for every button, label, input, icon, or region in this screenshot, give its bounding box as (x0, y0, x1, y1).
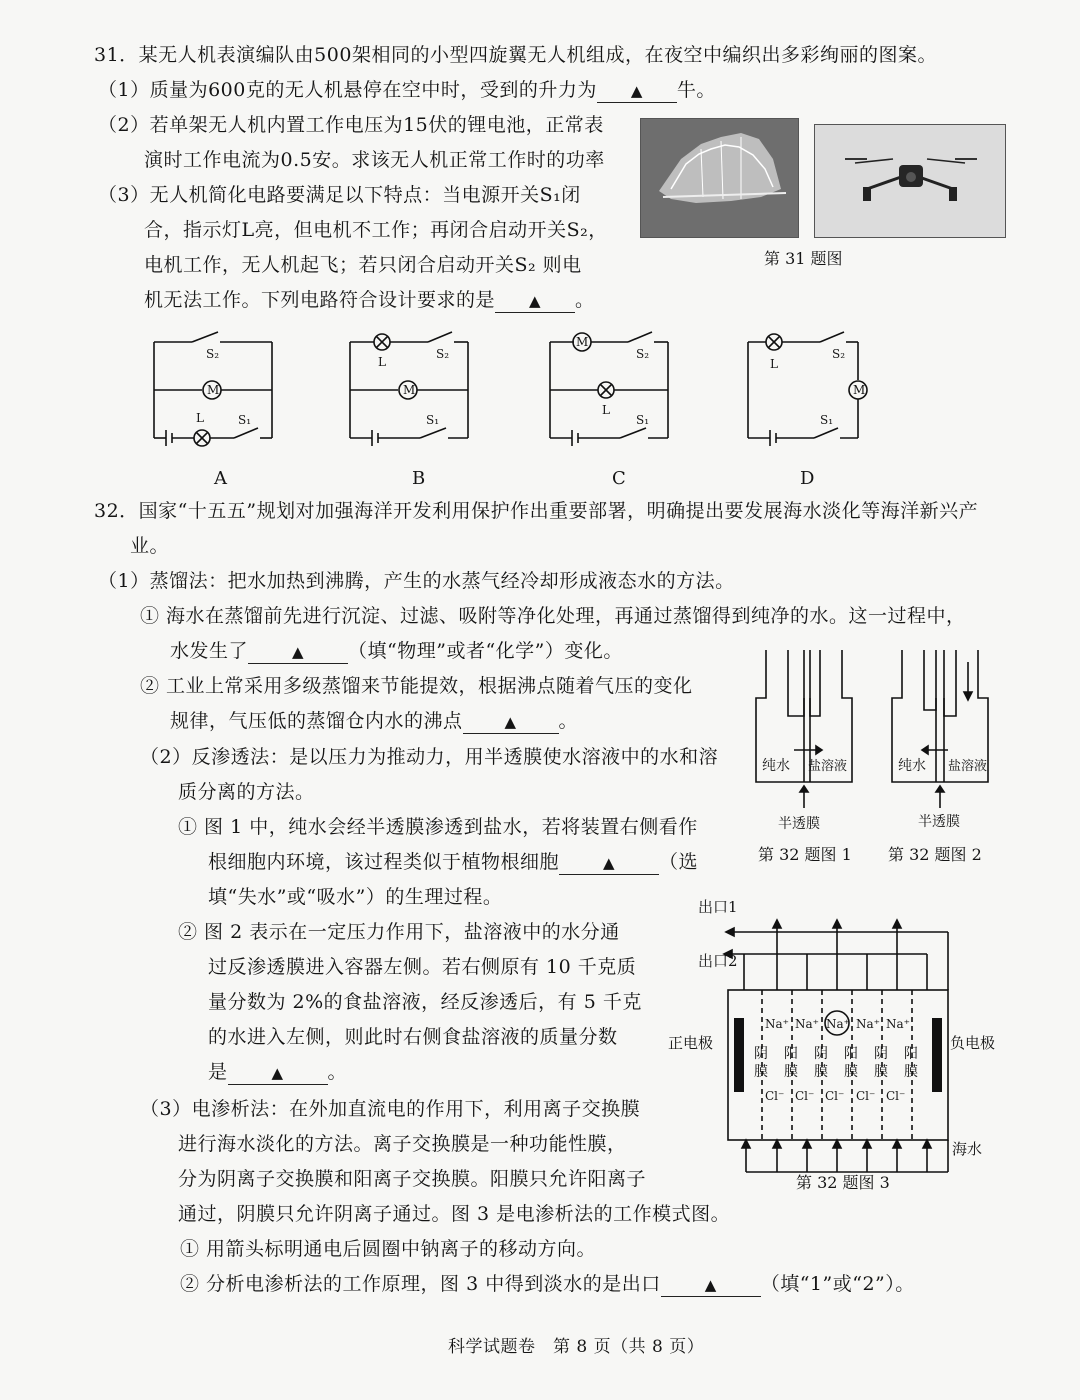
page-footer: 科学试题卷 第 8 页（共 8 页） (448, 1337, 705, 1357)
a-l-label: L (196, 411, 204, 425)
q32-s2-item1-line2 (208, 849, 698, 875)
membrane-4-top: 阳 (844, 1046, 858, 1062)
membrane-1-bottom: 膜 (754, 1064, 768, 1080)
q32-s1-item1-line1: ① 海水在蒸馏前先进行沉淀、过滤、吸附等净化处理，再通过蒸馏得到纯净的水。这一过程中， (140, 605, 966, 627)
drone-photo (814, 124, 1006, 238)
q31-part2-line2: 演时工作电流为0.5安。求该无人机正常工作时的功率 (144, 149, 605, 171)
q32-s2-item1-line3: 填“失水”或“吸水”）的生理过程。 (208, 886, 503, 908)
outlet-1-label: 出口1 (698, 898, 738, 916)
q32-stem-line1: 32．国家“十五五”规划对加强海洋开发利用保护作出重要部署，明确提出要发展海水淡化等海洋新兴产 (94, 500, 979, 522)
b-m-label: M (403, 383, 416, 397)
q32-section3-line3: 分为阴离子交换膜和阳离子交换膜。阳膜只允许阳离子 (178, 1168, 647, 1190)
q32-s1-item1-line2 (170, 638, 623, 664)
blank-marker: ▲ (630, 82, 643, 100)
fig1-caption: 第 32 题图 1 (758, 845, 852, 864)
q32-section2-line2: 质分离的方法。 (178, 781, 315, 803)
q31-blank-3[interactable] (495, 289, 575, 313)
q31-part3-line3: 电机工作，无人机起飞；若只闭合启动开关S₂ 则电 (144, 254, 582, 276)
c-s2-label: S₂ (636, 347, 650, 361)
cl-ion-1: Cl⁻ (765, 1089, 785, 1103)
membrane-4-bottom: 膜 (844, 1064, 858, 1080)
q32-s2-item1-hint: （选 (659, 851, 699, 873)
q32-section2-line1: （2）反渗透法：是以压力为推动力，用半透膜使水溶液中的水和溶 (140, 746, 719, 768)
na-ion-circled: Na⁺ (826, 1017, 850, 1031)
q31-part3-line4 (144, 287, 595, 313)
fig1-pure-water: 纯水 (762, 758, 790, 774)
fig2-pure-water: 纯水 (898, 758, 926, 774)
negative-electrode-label: 负电极 (950, 1034, 996, 1052)
fig1-membrane: 半透膜 (778, 816, 820, 832)
option-b[interactable]: B (412, 468, 426, 489)
negative-electrode (932, 1018, 942, 1092)
electrodialysis-figure (664, 890, 1016, 1200)
d-s1-label: S₁ (820, 413, 834, 427)
fig2-membrane: 半透膜 (918, 814, 960, 830)
q32-s3-item1: ① 用箭头标明通电后圆圈中钠离子的移动方向。 (180, 1238, 597, 1260)
blank-marker: ▲ (602, 854, 616, 872)
membrane-1-top: 阴 (754, 1046, 768, 1062)
blank-marker: ▲ (291, 643, 305, 661)
d-s2-label: S₂ (832, 347, 846, 361)
q32-s2-item2-text: 是 (208, 1061, 228, 1083)
membrane-5-bottom: 膜 (874, 1064, 888, 1080)
q31-part3-period: 。 (575, 289, 595, 311)
blank-marker: ▲ (504, 713, 517, 731)
cl-ion-5: Cl⁻ (886, 1089, 906, 1103)
cl-ion-4: Cl⁻ (856, 1089, 876, 1103)
q32-blank-1[interactable] (248, 640, 348, 664)
membrane-5-top: 阴 (874, 1046, 888, 1062)
option-d[interactable]: D (800, 468, 815, 489)
c-l-label: L (602, 403, 610, 417)
fig3-caption: 第 32 题图 3 (796, 1173, 890, 1192)
q31-part1-text: （1）质量为600克的无人机悬停在空中时，受到的升力为 (98, 79, 597, 101)
membrane-6-top: 阳 (904, 1046, 918, 1062)
q32-section3-line4: 通过，阴膜只允许阴离子通过。图 3 是电渗析法的工作模式图。 (178, 1203, 731, 1225)
q32-s2-item2-line4: 的水进入左侧，则此时右侧食盐溶液的质量分数 (208, 1026, 618, 1048)
a-m-label: M (207, 383, 220, 397)
q31-part1-unit: 牛。 (676, 79, 716, 101)
option-a[interactable]: A (214, 468, 227, 489)
fig2-caption: 第 32 题图 2 (888, 845, 982, 864)
seawater-label: 海水 (952, 1140, 983, 1158)
cl-ion-2: Cl⁻ (795, 1089, 815, 1103)
outlet-2-label: 出口2 (698, 952, 738, 970)
q32-blank-2[interactable] (463, 710, 559, 734)
circuit-options (140, 328, 880, 493)
q32-stem-line2: 业。 (130, 535, 170, 557)
positive-electrode-label: 正电极 (668, 1034, 714, 1052)
q31-part3-line1: （3）无人机简化电路要满足以下特点：当电源开关S₁闭 (98, 184, 581, 206)
q31-part2-line1: （2）若单架无人机内置工作电压为15伏的锂电池，正常表 (98, 114, 604, 136)
q32-blank-4[interactable] (228, 1061, 328, 1085)
q32-blank-3[interactable] (559, 851, 659, 875)
fig2-salt-solution: 盐溶液 (948, 759, 988, 774)
b-l-label: L (378, 355, 386, 369)
membrane-2-top: 阳 (784, 1046, 798, 1062)
q32-s3-item2-text: ② 分析电渗析法的工作原理，图 3 中得到淡水的是出口 (180, 1273, 661, 1295)
q32-s1-item2-period: 。 (558, 710, 579, 732)
membrane-3-top: 阴 (814, 1046, 828, 1062)
membrane-2-bottom: 膜 (784, 1064, 798, 1080)
q32-s3-item2 (180, 1271, 915, 1297)
blank-marker: ▲ (704, 1276, 717, 1294)
q32-s1-item1-text: 水发生了 (170, 640, 249, 662)
option-c[interactable]: C (612, 468, 626, 489)
q31-stem: 31．某无人机表演编队由500架相同的小型四旋翼无人机组成，在夜空中编织出多彩绚丽的图案。 (94, 44, 937, 66)
q32-s2-item2-line1: ② 图 2 表示在一定压力作用下，盐溶液中的水分通 (178, 921, 620, 943)
c-s1-label: S₁ (636, 413, 650, 427)
q32-section3-line2: 进行海水淡化的方法。离子交换膜是一种功能性膜， (178, 1133, 627, 1155)
q31-part3-line4-text: 机无法工作。下列电路符合设计要求的是 (144, 289, 496, 311)
q32-s1-item1-hint: （填“物理”或者“化学”）变化。 (348, 640, 623, 662)
q31-figure-caption: 第 31 题图 (764, 249, 843, 268)
fig1-salt-solution: 盐溶液 (808, 759, 848, 774)
q32-s3-item2-hint: （填“1”或“2”）。 (760, 1273, 915, 1295)
q32-s1-item2-line2 (170, 708, 578, 734)
q32-s2-item1-line1: ① 图 1 中，纯水会经半透膜渗透到盐水，若将装置右侧看作 (178, 816, 698, 838)
a-s2-label: S₂ (206, 347, 220, 361)
q32-blank-5[interactable] (661, 1273, 761, 1297)
na-ion-4: Na⁺ (856, 1017, 880, 1031)
q32-section1: （1）蒸馏法：把水加热到沸腾，产生的水蒸气经冷却形成液态水的方法。 (98, 570, 735, 592)
q32-s1-item2-line1: ② 工业上常采用多级蒸馏来节能提效，根据沸点随着气压的变化 (140, 675, 693, 697)
b-s2-label: S₂ (436, 347, 450, 361)
drone-show-image (641, 119, 798, 237)
q32-section3-line1: （3）电渗析法：在外加直流电的作用下，利用离子交换膜 (140, 1098, 641, 1120)
na-ion-1: Na⁺ (765, 1017, 789, 1031)
q32-s2-item2-line2: 过反渗透膜进入容器左侧。若右侧原有 10 千克质 (208, 956, 637, 978)
positive-electrode (734, 1018, 744, 1092)
cl-ion-3: Cl⁻ (825, 1089, 845, 1103)
c-m-label: M (576, 335, 589, 349)
q32-s1-item2-text: 规律，气压低的蒸馏仓内水的沸点 (170, 710, 463, 732)
q32-s2-item2-line3: 量分数为 2%的食盐溶液，经反渗透后，有 5 千克 (208, 991, 642, 1013)
circuit-c (550, 332, 668, 446)
na-ion-2: Na⁺ (795, 1017, 819, 1031)
d-l-label: L (770, 357, 778, 371)
q32-s2-item1-text: 根细胞内环境，该过程类似于植物根细胞 (208, 851, 560, 873)
q31-part1 (98, 77, 716, 103)
blank-marker: ▲ (271, 1064, 284, 1082)
membrane-3-bottom: 膜 (814, 1064, 828, 1080)
circuit-d (748, 332, 867, 446)
q31-blank-1[interactable] (597, 79, 677, 103)
q32-s2-item2-line5 (208, 1059, 347, 1085)
b-s1-label: S₁ (426, 413, 440, 427)
drone-show-photo (640, 118, 799, 238)
drone-image (815, 125, 1005, 237)
q32-s2-item2-period: 。 (327, 1061, 348, 1083)
membrane-6-bottom: 膜 (904, 1064, 918, 1080)
q31-part3-line2: 合，指示灯L亮，但电机不工作；再闭合启动开关S₂， (144, 219, 608, 241)
na-ion-5: Na⁺ (886, 1017, 910, 1031)
blank-marker: ▲ (528, 292, 542, 310)
a-s1-label: S₁ (238, 413, 252, 427)
osmosis-figures (748, 640, 1008, 870)
d-m-label: M (853, 383, 866, 397)
